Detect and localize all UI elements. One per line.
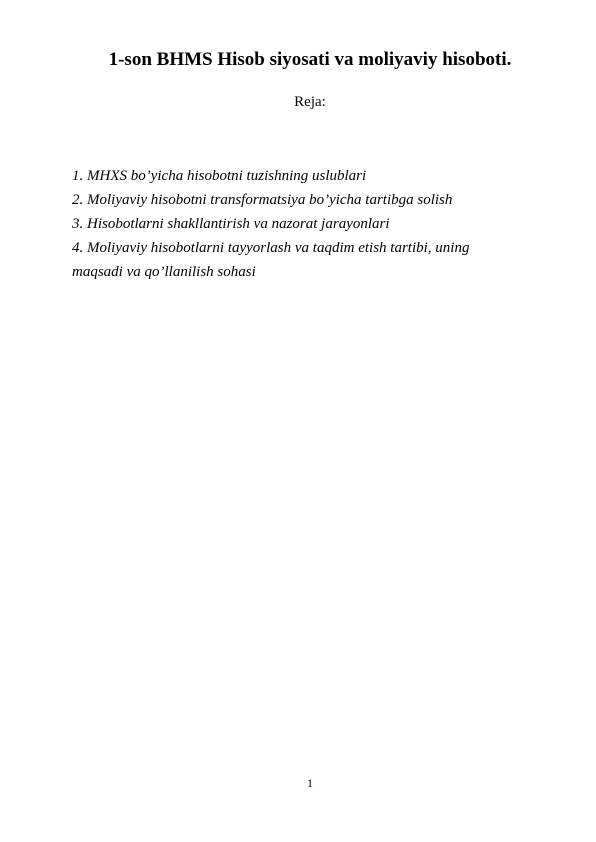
document-title: 1-son BHMS Hisob siyosati va moliyaviy hisoboti. (108, 49, 512, 70)
page-number: 1 (307, 776, 313, 790)
plan-label: Reja: (294, 94, 326, 110)
plan-item: 4. Moliyaviy hisobotlarni tayyorlash va taqdim etish tartibi, uning maqsadi va qo’llanilish sohasi (72, 240, 470, 280)
plan-item: 3. Hisobotlarni shakllantirish va nazorat jarayonlari (72, 216, 390, 232)
plan-item: 2. Moliyaviy hisobotni transformatsiya bo’yicha tartibga solish (72, 192, 453, 208)
plan-list (72, 164, 522, 284)
plan-item: 1. MHXS bo’yicha hisobotni tuzishning uslublari (72, 168, 367, 184)
